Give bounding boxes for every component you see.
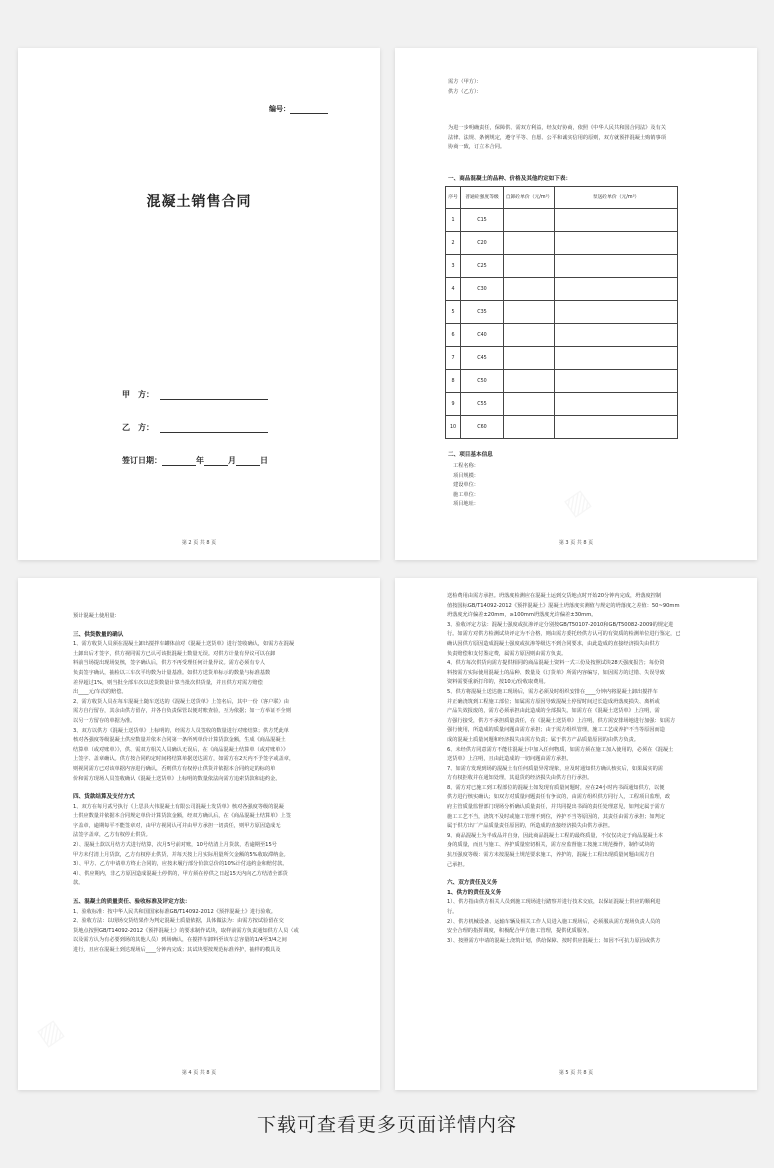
text-line: 3、双方以供方《混凝土送货单》上标明的，经需方人员签收的数量进行对账结算；供方凭此单	[73, 727, 289, 734]
table-row	[446, 232, 678, 255]
party-lines	[448, 78, 482, 97]
cell	[555, 301, 678, 324]
table-row	[446, 416, 678, 439]
page-body	[447, 592, 709, 946]
page-number: 第 3 页 共 8 页	[558, 540, 594, 546]
text-line: 方有权拒收并在通知处理，其退货的经济损失由供方自行承担。	[447, 775, 593, 782]
contract-number-label: 编号：	[269, 105, 290, 113]
text-line: 安全合理的指挥调度，积极配合甲方施工管理，提供优质服务。	[447, 928, 593, 935]
cell: 5	[446, 301, 461, 324]
text-line: 行。	[447, 909, 458, 915]
price-table	[445, 186, 678, 439]
text-line: 产品失效报废的，需方必须承担由此造成的全部损失。如需方在《混凝土送货单》上注明，需	[447, 708, 660, 715]
contract-number	[269, 104, 328, 114]
cell: C30	[461, 278, 504, 301]
table-row	[446, 347, 678, 370]
section-5-heading: 五、混凝土的质量责任、验收标准及评定方法：	[73, 899, 191, 906]
cell	[555, 255, 678, 278]
text-line: 6、未经供方同意需方不能往混凝土中加入任何物质，如需方须在施工加入使用的，必须在《混凝土	[447, 746, 674, 753]
party-b-label: 乙 方：	[122, 423, 154, 432]
text-line: 以另一方留存的单据为准。	[73, 717, 136, 724]
text-line: 字盖章，逾期每平不能签章对，由甲方视同认可并由甲方承担一切责任，则甲方原因造成无	[73, 822, 281, 829]
text-line: 值按国标GB/T14092-2012《预拌混凝土》混凝土坍落度实测值与规定的坍落度之差值：50~90mm	[447, 602, 680, 609]
cell: 10	[446, 416, 461, 439]
text-line: 1、双方在每月贰号执行《上思县大伟混凝土有限公司混凝土发货单》核对各强度等级的混凝	[73, 803, 284, 810]
text-line: 以及需方认为有必要到场的其他人员）到场确认，在搅拌车卸料至该车总容量的1/4至3/4之间	[73, 937, 287, 944]
year-blank	[162, 456, 196, 466]
cell	[504, 209, 555, 232]
text-line: 货地点按照GB/T14092-2012《预拌混凝土》的要求制作试块，取样前需方负责通知供方人员（或	[73, 927, 299, 934]
text-line: 料前当场提出现场复核，签字确认后，供方不再受理任何计量异议。需方必须有专人	[73, 660, 265, 667]
project-info	[453, 462, 479, 510]
sign-date-row	[122, 455, 268, 466]
table-row	[446, 393, 678, 416]
text-line: 己承担。	[447, 861, 468, 868]
cell	[504, 301, 555, 324]
buyer-label: 需方（甲方）：	[448, 79, 482, 85]
text-line: 差异超过1%，则当批全部车次以送货数量计算当批次供货量，并且供方对需方赔偿	[73, 679, 263, 686]
table-row	[446, 255, 678, 278]
table-row	[446, 324, 678, 347]
cell	[555, 370, 678, 393]
intro-paragraph	[448, 124, 718, 153]
usage-line: 预计混凝土使用量：	[73, 613, 120, 619]
text-line: 资料需要重新打印的，按10元/份收取费用。	[447, 679, 549, 686]
cell: 9	[446, 393, 461, 416]
info-line: 工程名称：	[453, 463, 479, 469]
day-blank	[236, 456, 260, 466]
text-line: 强行使用，所造成的质量问题由需方承担；由于需方组织管理，施工工艺或养护不当等原因而造	[447, 727, 665, 734]
contract-page-5	[395, 578, 757, 1090]
download-caption[interactable]: 下载可查看更多页面详情内容	[256, 1114, 517, 1136]
text-line: 成的混凝土质量问题和经济损失由需方负责；属于供方产品质量原因的由供方负责。	[447, 736, 639, 743]
page-number: 第 5 页 共 8 页	[558, 1070, 594, 1076]
text-line: 2、需方收货人员在每车混凝土随车送达的《混凝土送货单》上签名后，其中一份（客户联）由	[73, 698, 289, 705]
text-line: 甲方未付清上月货款，乙方有权停止供货，并每天按上月实际用量所欠金额的5%收取滞纳金。	[73, 851, 289, 858]
text-line: 4、供方每次供货向需方提供相同的商品混凝土资料一式三份及按照试块28天强度报告；每份资	[447, 660, 665, 667]
cell: 1	[446, 209, 461, 232]
watermark	[559, 484, 596, 523]
text-line: 确认因供方原因造成混凝土强度或抗渗等级达不到合同要求，由此造成的直接经济损失由供方	[447, 640, 660, 647]
sign-date-label: 签订日期：	[122, 456, 162, 465]
cell: C35	[461, 301, 504, 324]
text-line: 施工工艺不当，浇筑不及时或施工管理不到位，养护不当等原因的，其责任由需方承担；如判定	[447, 813, 665, 820]
section-1-heading: 一、商品混凝土的品种、价格及其他约定如下表：	[448, 176, 572, 182]
cell	[504, 255, 555, 278]
text-line: 供方进行核实确认；如双方对质量问题责任有争议的，由需方组织供方同行人，工程项目监理，政	[447, 794, 671, 801]
party-a-blank	[160, 390, 268, 400]
cell	[504, 393, 555, 416]
contract-page-4	[18, 578, 380, 1090]
cell	[504, 324, 555, 347]
table-row	[446, 301, 678, 324]
cell: 3	[446, 255, 461, 278]
col-header: 泵送砼单价（元/m³）	[555, 187, 678, 209]
contract-page-3	[395, 48, 757, 560]
cell: 8	[446, 370, 461, 393]
text-line: 进行，且应在混凝土到达现场后____分钟内完成；其试块要按规范标准养护，抽样的模具及	[73, 947, 281, 953]
text-line: 土供应数量并依据本合同规定单价计算货款金额，经双方确认后，在《商品混凝土结算单》上签	[73, 813, 291, 820]
cell	[504, 370, 555, 393]
text-line: 3、验收评定方法：混凝土强度或抗渗评定分别按GB/T50107-2010和GB/T50082-2009的规定进	[447, 621, 674, 628]
table-row	[446, 370, 678, 393]
cell: C25	[461, 255, 504, 278]
text-line: 负责签字确认，抽检以三车次平均数为计量基准。如供方送货单标示的数量与标准基数	[73, 669, 271, 676]
table-header-row	[446, 187, 678, 209]
text-line: 抗压强度等级：需方未按混凝土规范要求施工，养护的，混凝土工程出现质量问题由需方自	[447, 852, 655, 859]
text-line: 1、需方收货人员须在混凝土卸出搅拌车罐体前对《混凝土送货单》进行签收确认，如需方在混凝	[73, 641, 295, 648]
cell	[504, 347, 555, 370]
section-3-heading: 三、供货数量的确认	[73, 631, 124, 638]
text-line: 法签字盖章，乙方有权停止供货。	[73, 832, 151, 839]
party-a-row	[122, 389, 268, 400]
cell	[504, 416, 555, 439]
cell	[555, 416, 678, 439]
cell: C60	[461, 416, 504, 439]
cell: 7	[446, 347, 461, 370]
text-line: 属于供方出厂产品质量责任原因的，所造成的直接经济损失由供方承担。	[447, 823, 614, 830]
table-row	[446, 209, 678, 232]
section-2-heading: 二、项目基本信息	[448, 452, 493, 458]
text-line: 需方自行留存，其余由供方留存，并各自负责保管以便对账查验，互为依据；如一方举证不全则	[73, 708, 291, 715]
intro-line: 协商一致，订立本合同。	[448, 144, 506, 151]
text-line: 料按需方实际使用混凝土的品种、数量及《订货单》所需内容编写，如因需方的过错、失误导致	[447, 669, 665, 676]
text-line: 则视同需方已对该单据内容进行确认，否则供方有权停止供货并依据本合同约定的标的单	[73, 765, 276, 772]
section-6-heading: 六、双方责任及义务	[447, 880, 498, 887]
text-line: 身的质量，而且与施工、养护质量密切相关，需方应监督施工按施工规范操作，制作试块的	[447, 842, 655, 849]
text-line: 行。如需方对供方检测试块评定为不合格，则由需方委托经供方认可的有资质的检测单位进行鉴定，已	[447, 631, 681, 638]
year-label: 年	[196, 456, 204, 465]
cell	[504, 232, 555, 255]
contract-number-blank	[290, 105, 328, 114]
text-line: 坍落度允许偏差±20mm，≥100mm坍落度允许偏差±30mm。	[447, 612, 597, 619]
info-line: 建设单位：	[453, 482, 479, 489]
cell	[504, 278, 555, 301]
watermark	[32, 1014, 69, 1053]
party-b-row	[122, 422, 268, 433]
text-line: 3）、按照需方申请的混凝土浇筑计划，供给保障、按时供应混凝土；如因不可抗力原因或供方	[447, 937, 661, 944]
text-line: 8、需方对已施工到工程部位的混凝土如发现有质量问题时，应在24小时内书面通知供方，以便	[447, 784, 665, 791]
cell	[555, 209, 678, 232]
cell: C40	[461, 324, 504, 347]
month-label: 月	[228, 456, 236, 465]
text-line: 1）、供方指由供方相关人员到施工现场进行踏察并进行技术交底，以保证混凝土供应的顺利进	[447, 899, 661, 906]
text-line: 并正确浇筑到工程施工部位；如属需方原因导致混凝土停留时间过长造成坍落度损失、离析或	[447, 698, 660, 705]
day-label: 日	[260, 456, 268, 465]
text-line: 结算单（或对账单）》，供、需双方相关人员确认无误后，在《商品混凝土结算单（或对账单）》	[73, 746, 289, 753]
text-line: 负责赔偿和支付鉴定费，属需方原因则由需方负责。	[447, 650, 567, 657]
cell: C45	[461, 347, 504, 370]
text-line: 3）、甲方、乙方申请单方终止合同的，应按未履行部分价款总价的10%计付违约金和赔付款。	[73, 861, 288, 868]
section-4-heading: 四、货款结算及支付方式	[73, 794, 135, 801]
text-line: 送检费用由需方承担。坍落度检测应在混凝土运到交货地点时开始20分钟内完成，坍落度控制	[447, 593, 662, 599]
text-line: 府主管质量监督部门现场分析确认质量责任，并共同提出书面的责任处理意见，如判定属于需方	[447, 804, 665, 811]
cell: C50	[461, 370, 504, 393]
col-header: 序号	[446, 187, 461, 209]
text-line: 方强行接受，供方不承担质量责任，在《混凝土送货单》上注明，供方需安排场地进行加强：如需方	[447, 717, 676, 724]
page-number: 第 4 页 共 8 页	[181, 1070, 217, 1076]
cover-page	[18, 48, 380, 560]
cell: C20	[461, 232, 504, 255]
text-line: 2）、供方机械设备、运输车辆及相关工作人员进入施工现场后，必须服从需方现场负责人员的	[447, 918, 661, 925]
cell	[555, 393, 678, 416]
cell: C15	[461, 209, 504, 232]
intro-line: 为进一步明确责任，保障供、需双方利益，经友好协商，依照《中华人民共和国合同法》及有关	[448, 125, 666, 131]
cell: 4	[446, 278, 461, 301]
text-line: 核对各强度等级混凝土供应数量并依本合同第一条所列单价计算货款金额，生成《商品混凝土	[73, 737, 286, 744]
text-line: 出____元/车次的赔偿。	[73, 689, 127, 696]
text-line: 送货单》上注明，且由此造成的一切问题由需方承担。	[447, 756, 572, 763]
col-header: 自卸砼单价（元/m³）	[504, 187, 555, 209]
text-line: 款。	[73, 880, 84, 887]
supplier-label: 供方（乙方）：	[448, 88, 482, 95]
cell	[555, 347, 678, 370]
text-line: 土卸出后才签字，供方视同需方已认可该批混凝土数量无误。对供方计量有异议可以在卸	[73, 650, 276, 657]
text-line: 2）、混凝土款以月结方式进行结算，次月5号前对账，10号结清上月货款，若逾期至15号	[73, 842, 277, 849]
text-line: 5、供方将混凝土送达施工现场后，需方必须及时组织安排在____分钟内将混凝土卸出搅拌车	[447, 688, 658, 695]
text-line: 4）、供应期内，非乙方原因造成混凝土停供的，甲方须在停供之日起15天内向乙方结清全部货	[73, 870, 288, 877]
info-line: 项目地址：	[453, 501, 479, 508]
page-number: 第 2 页 共 8 页	[181, 540, 217, 546]
col-header: 普通砼强度等级	[461, 187, 504, 209]
text-line: 价和需方现场人员签收确认《混凝土送货单》上标明的数量依法向需方追索货款和违约金。	[73, 775, 281, 782]
info-line: 项目规模：	[453, 472, 479, 479]
text-line: 7、如需方发现到场的混凝土有任何质量异常现象，应及时通知供方确认核实后，如果属实的需	[447, 765, 663, 772]
month-blank	[204, 456, 228, 466]
supplier-duties-heading: 1、供方的责任及义务	[447, 889, 502, 896]
party-b-blank	[160, 423, 268, 433]
cell: 6	[446, 324, 461, 347]
text-line: 9、商品混凝土为半成品并自身，因此商品混凝土工程的最终质量，不仅仅决定于商品混凝土本	[447, 832, 663, 839]
cover-title: 混凝土销售合同	[146, 194, 252, 210]
info-line: 施工单位：	[453, 491, 479, 498]
cell	[555, 278, 678, 301]
text-line: 上签字、盖章确认。供方按合同约定时间将结算单据送达需方，如需方在2天内不予签字或盖章，	[73, 756, 295, 763]
table-row	[446, 278, 678, 301]
text-line: 1、验收标准：按中华人民共和国国家标准GB/T14092-2012《预拌混凝土》进行验收。	[73, 908, 276, 915]
text-line: 2、验收方法：以现场交货结果作为判定混凝土质量依据，具体做法为：由需方按试验留在交	[73, 918, 284, 925]
cell	[555, 324, 678, 347]
page-body	[73, 612, 331, 956]
cell	[555, 232, 678, 255]
cell: 2	[446, 232, 461, 255]
cell: C55	[461, 393, 504, 416]
intro-line: 法律、法规、条例规定，遵守平等、自愿、公平和诚实信用的原则，双方就预拌混凝土购销事项	[448, 134, 666, 141]
party-a-label: 甲 方：	[122, 390, 154, 399]
